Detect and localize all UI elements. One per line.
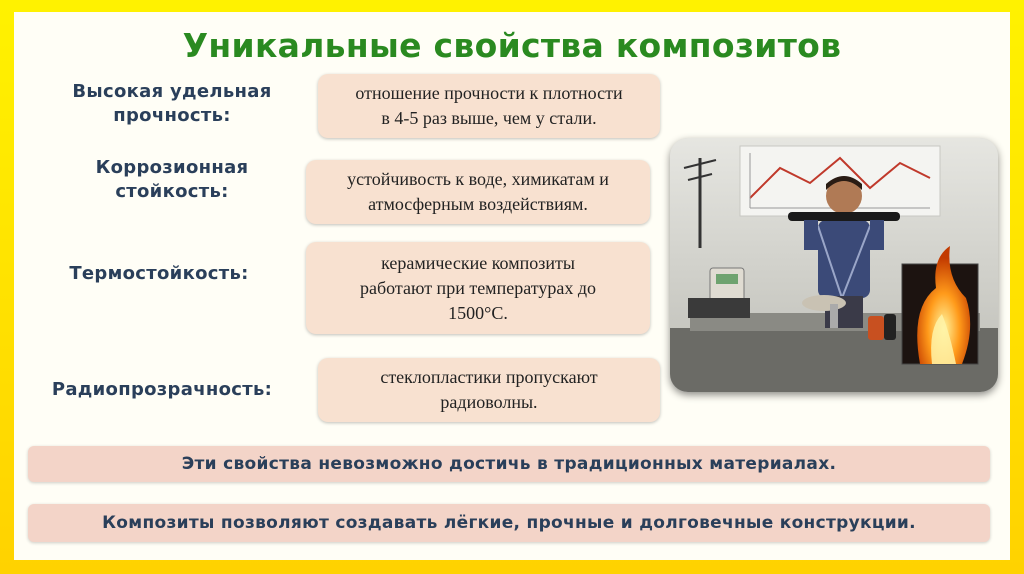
desc-line: в 4-5 раз выше, чем у стали. bbox=[381, 108, 597, 128]
desc-line: устойчивость к воде, химикатам и bbox=[347, 169, 609, 189]
desc-line: отношение прочности к плотности bbox=[355, 83, 623, 103]
property-label-heat bbox=[54, 262, 264, 286]
desc-line: радиоволны. bbox=[440, 392, 538, 412]
label-line: Радиопрозрачность: bbox=[51, 379, 273, 400]
desc-line: работают при температурах до bbox=[360, 277, 596, 298]
property-label-radio bbox=[42, 378, 282, 402]
lab-photo-illustration bbox=[670, 138, 998, 392]
property-label-strength bbox=[52, 80, 292, 128]
desc-line: атмосферным воздействиям. bbox=[368, 194, 588, 214]
label-line: Коррозионная bbox=[95, 157, 249, 178]
property-desc-radio bbox=[318, 358, 660, 422]
property-desc-corrosion bbox=[306, 160, 650, 224]
desc-line: 1500°C. bbox=[448, 302, 508, 323]
property-label-corrosion bbox=[72, 156, 272, 204]
property-desc-strength bbox=[318, 74, 660, 138]
slide bbox=[14, 12, 1010, 560]
desc-line: керамические композиты bbox=[381, 252, 575, 273]
label-line: стойкость: bbox=[115, 181, 229, 202]
label-line: Высокая удельная bbox=[72, 81, 272, 102]
banner-traditional-materials: Эти свойства невозможно достичь в традиционных материалах. bbox=[28, 446, 990, 482]
property-desc-heat bbox=[306, 242, 650, 334]
banner-composites-benefits: Композиты позволяют создавать лёгкие, прочные и долговечные конструкции. bbox=[28, 504, 990, 542]
label-line: прочность: bbox=[113, 105, 231, 126]
slide-title: Уникальные свойства композитов bbox=[182, 26, 842, 65]
desc-line: стеклопластики пропускают bbox=[380, 367, 598, 387]
label-line: Термостойкость: bbox=[69, 263, 249, 284]
lab-photo bbox=[670, 138, 998, 392]
